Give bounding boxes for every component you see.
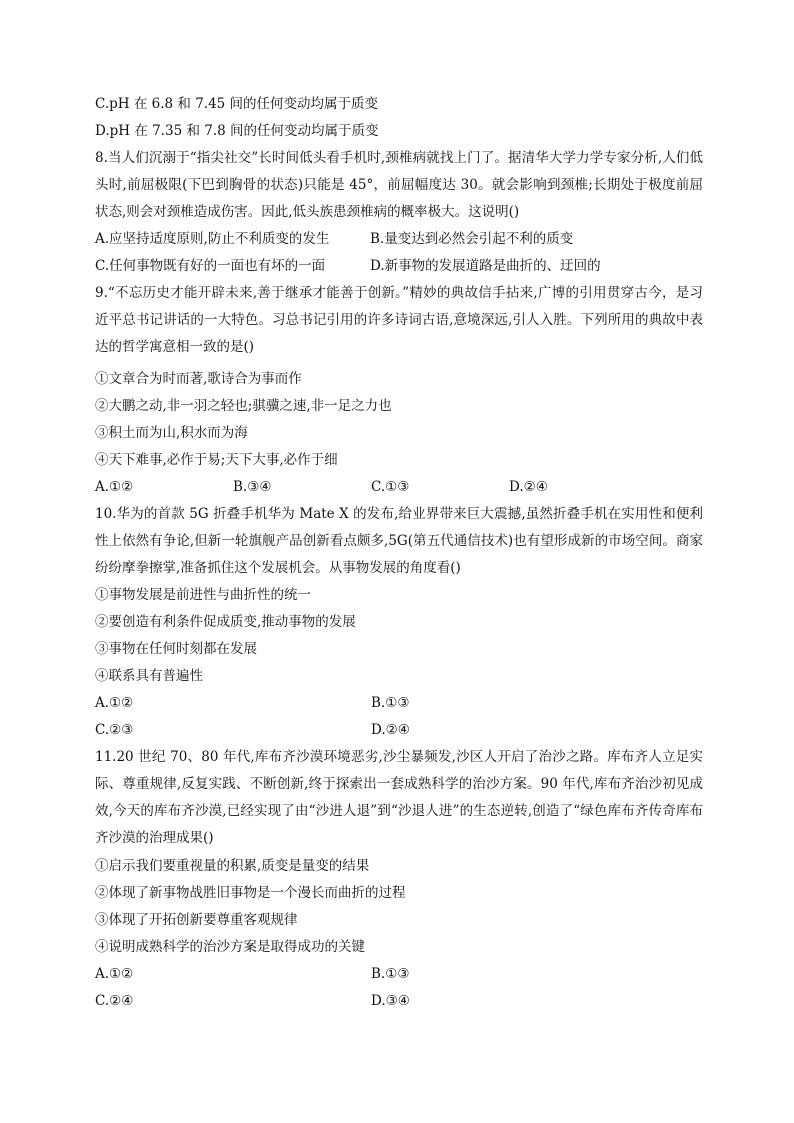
q11-stem: 11.20 世纪 70、80 年代,库布齐沙漠环境恶劣,沙尘暴频发,沙区人开启了治沙之路。库布齐人立足实际、尊重规律,反复实践、不断创新,终于探索出一套成熟科学的治沙方案。90 年代,库布齐治沙初见成效,今天的库布齐沙漠,已经实现了由“沙进人退”到“沙退人进”的生态逆转,创造了“绿色库布齐传奇库布齐沙漠的治理成果() [95, 749, 703, 846]
q11-item-1: ①启示我们要重视量的积累,质变是量变的结果 [95, 858, 370, 874]
q10-item-3: ③事物在任何时刻都在发展 [95, 641, 257, 657]
q10-option-b: B.①③ [371, 695, 410, 711]
q9-option-a: A.①② [95, 479, 134, 495]
q10-option-d: D.②④ [371, 722, 410, 738]
q9-stem: 9.“不忘历史才能开辟未来,善于继承才能善于创新。”精妙的典故信手拈来,广博的引用贯穿古今，是习近平总书记讲话的一大特色。习总书记引用的许多诗词古语,意境深远,引人入胜。下列所用的典故中表达的哲学寓意相一致的是() [95, 285, 703, 355]
q9-item-1: ①文章合为时而著,歌诗合为事而作 [95, 371, 302, 387]
q11-option-c: C.②④ [95, 993, 134, 1009]
q7-option-d: D.pH 在 7.35 和 7.8 间的任何变动均属于质变 [95, 123, 379, 139]
q11-item-2: ②体现了新事物战胜旧事物是一个漫长而曲折的过程 [95, 885, 406, 901]
q9-item-2: ②大鹏之动,非一羽之轻也;骐骥之速,非一足之力也 [95, 398, 392, 414]
q10-option-a: A.①② [95, 695, 134, 711]
q9-option-b: B.③④ [233, 479, 272, 495]
q7-option-c: C.pH 在 6.8 和 7.45 间的任何变动均属于质变 [95, 96, 379, 112]
q9-item-3: ③积土而为山,积水而为海 [95, 425, 248, 441]
q10-item-4: ④联系具有普遍性 [95, 668, 203, 684]
q11-option-a: A.①② [95, 966, 134, 982]
q9-option-c: C.①③ [371, 479, 410, 495]
q10-option-c: C.②③ [95, 722, 134, 738]
q8-option-b: B.量变达到必然会引起不利的质变 [370, 231, 574, 247]
q8-option-a: A.应坚持适度原则,防止不利质变的发生 [95, 231, 330, 247]
q8-option-c: C.任何事物既有好的一面也有坏的一面 [95, 258, 326, 274]
q11-option-d: D.③④ [371, 993, 410, 1009]
q11-option-b: B.①③ [371, 966, 410, 982]
q11-item-4: ④说明成熟科学的治沙方案是取得成功的关键 [95, 939, 365, 955]
q8-stem: 8.当人们沉溺于“指尖社交”长时间低头看手机时,颈椎病就找上门了。据清华大学力学专家分析,人们低头时,前屈极限(下巴到胸骨的状态)只能是 45°，前屈幅度达 30。就会影响到颈椎;长期处于极度前屈状态,则会对颈椎造成伤害。因此,低头族患颈椎病的概率极大。这说明() [95, 150, 703, 220]
q10-item-1: ①事物发展是前进性与曲折性的统一 [95, 587, 311, 603]
q10-stem: 10.华为的首款 5G 折叠手机华为 Mate X 的发布,给业界带来巨大震撼,虽然折叠手机在实用性和便利性上依然有争论,但新一轮旗舰产品创新看点颇多,5G(第五代通信技术)也有望形成新的市场空间。商家纷纷摩拳擦掌,准备抓住这个发展机会。从事物发展的角度看() [95, 506, 703, 576]
q9-option-d: D.②④ [509, 479, 548, 495]
q11-item-3: ③体现了开拓创新要尊重客观规律 [95, 912, 298, 928]
q8-option-d: D.新事物的发展道路是曲折的、迂回的 [370, 258, 601, 274]
q10-item-2: ②要创造有利条件促成质变,推动事物的发展 [95, 614, 356, 630]
q9-item-4: ④天下难事,必作于易;天下大事,必作于细 [95, 452, 338, 468]
